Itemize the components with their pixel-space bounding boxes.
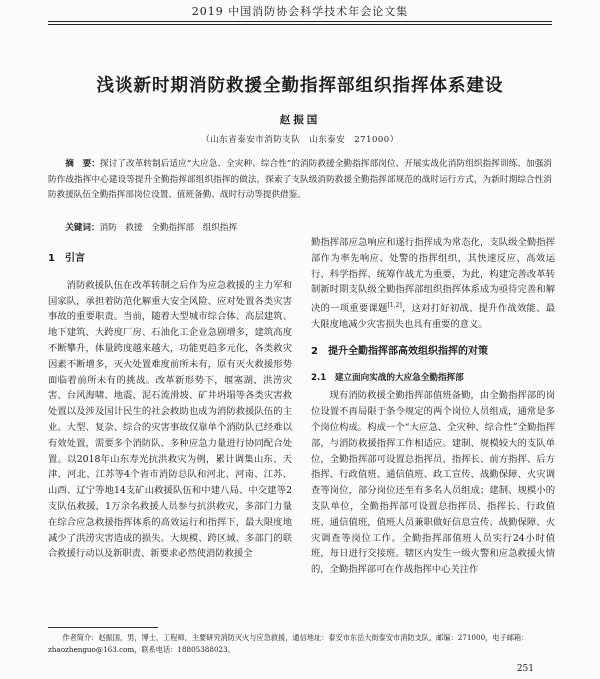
running-head: 2019 中国消防协会科学技术年会论文集 — [191, 5, 409, 18]
citation: [1,2] — [387, 302, 402, 310]
abstract-text: 探讨了改革转制后适应“大应急、全灾种、综合性”的消防救援全勤指挥部岗位、开展实战化消防组织指挥训练、加强消防作战指挥中心建设等提升全勤指挥部组织指挥的做法，探索了支队级消防救援全勤指挥部规范的战时运行方式，为新时期综合性消防救援队伍全勤指挥部岗位设置、值班备勤、战时行动等提供借鉴。 — [48, 159, 552, 200]
keywords-label: 关键词： — [65, 223, 100, 233]
subsection-2-1-paragraph: 现有消防救援全勤指挥部值班备勤，由全勤指挥部的岗位设置不再局限于条令规定的两个岗位人员组成，通常是多个岗位构成。构成一个“大应急、全灾种、综合性”全勤指挥部，与消防救援指挥工作相适应。建制、规模较大的支队单位，全勤指挥部可设置总指挥员、指挥长、前方指挥、后方指挥、行政值班、通信值班、政工宣传、战勤保障、火灾调查等岗位，部分岗位还至有多名人员组成；建制、规模小的支队单位，全勤指挥部可设置总指挥员、指挥长、行政值班、通信值班，值班人员兼职做好信息宣传、战勤保障、火灾调查等岗位工作。全勤指挥部值班人员实行24小时值班，每日进行交接班。辖区内发生一级火警和应急救援火情的，全勤指挥部可在作战指挥中心关注作 — [311, 390, 555, 576]
continued-paragraph — [311, 235, 555, 333]
header-rule-thin — [48, 24, 552, 25]
section-1-paragraph: 消防救援队伍在改革转制之后作为应急救援的主力军和国家队，承担着防范化解重大安全风险、应对处置各类灾害事故的重要职责。当前，随着大型城市综合体、高层建筑、地下建筑、大跨度厂房、石油化工企业急剧增多，建筑高度不断攀升，体量跨度越来越大，功能更趋多元化，各类救灾因素不断增多，灭火处置难度前所未有，原有灭火救援形势面临着前所未有的挑战。改革新形势下，堰塞湖、洪涝灾害、台风海啸、地震、泥石流滑坡、矿井坍塌等各类灾害救处置以及涉及国计民生的社会救助也成为消防救援队伍的主业。大型、复杂、综合的灾害事故仅靠单个消防队已经难以有效处置，需要多个消防队、多种应急力量进行协同配合处置。以2018年山东寿光抗洪救灾为例，累计调集山东、天津、河北、江苏等4个省市消防总队和河北、河南、江苏、山西、辽宁等地14支矿山救援队伍和中建八局、中交建等2支队伍救援，1万余名救援人员参与抗洪救灾，多部门力量在综合应急救援指挥体系的高效运行和指挥下，最大限度地减少了洪涝灾害造成的损失。大规模、跨区域、多部门的联合救援行动以及新职责、新要求必然使消防救援全 — [48, 279, 292, 560]
author-footnote: 作者简介：赵振国，男，博士，工程师，主要研究消防灭火与应急救援，通信地址：泰安市东岳大街泰安市消防支队，邮编：271000，电子邮箱：zhaozhenguo@163.com，联系电话：18805388023。 — [48, 633, 529, 654]
section-1-heading: 1 引言 — [48, 253, 85, 264]
section-2-heading: 2 提升全勤指挥部高效组织指挥的对策 — [311, 345, 488, 357]
header-rule — [48, 21, 552, 22]
footnote-rule — [48, 627, 158, 628]
keywords — [48, 221, 552, 236]
right-column — [311, 235, 555, 578]
author-affiliation: （山东省泰安市消防支队 山东泰安 271000） — [201, 135, 399, 145]
abstract-label: 摘 要： — [65, 159, 100, 169]
keywords-text: 消防 救援 全勤指挥部 组织指挥 — [99, 223, 238, 233]
page-number: 251 — [516, 664, 534, 674]
left-column — [48, 240, 292, 562]
continued-text-end: ，这对打好初战、提升作战效能、最大限度地减少灾害损失也具有重要的意义。 — [311, 303, 555, 331]
paper-title: 浅谈新时期消防救援全勤指挥部组织指挥体系建设 — [96, 76, 504, 96]
paper-author: 赵振国 — [279, 114, 321, 126]
continued-text: 勤指挥部应急响应和遂行指挥成为常态化，支队级全勤指挥部作为率先响应、处警的指挥组织，其快速反应、高效运行、科学指挥、统筹作战尤为重要，为此，构建完善改革转制新时期支队级全勤指挥部组织指挥体系成为亟待完善和解决的一项重要课题 — [311, 237, 555, 315]
abstract — [48, 157, 552, 204]
subsection-2-1-heading: 2.1 建立面向实战的大应急全勤指挥部 — [311, 372, 464, 383]
